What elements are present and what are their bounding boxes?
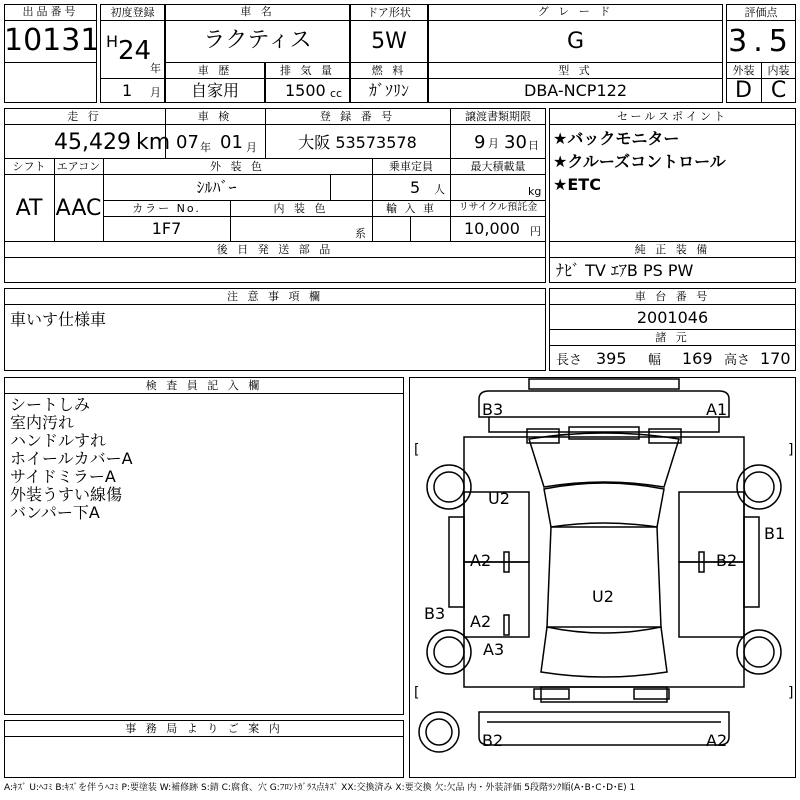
mark-u2-center: U2	[592, 587, 614, 606]
roof	[547, 527, 661, 627]
inspector-line-4: ホイールカバーA	[10, 449, 133, 468]
color-no-label: カラー No.	[132, 202, 201, 215]
recycle-unit: 円	[530, 225, 541, 238]
score: 3.5	[728, 24, 794, 59]
chassis-label: 車 台 番 号	[634, 290, 711, 303]
year-suffix: 年	[150, 62, 161, 75]
era: H	[106, 32, 119, 51]
bracket-r2: ]	[788, 685, 794, 701]
history: 自家用	[190, 81, 239, 100]
inspection-year: 07	[176, 132, 199, 153]
mark-a1: A1	[706, 400, 728, 419]
spare-wheel	[419, 712, 459, 752]
capacity-label: 乗車定員	[389, 160, 433, 173]
length-label: 長さ	[556, 353, 583, 368]
equipment: ﾅﾋﾞ TV ｴｱB PS PW	[556, 261, 694, 280]
capacity-unit: 人	[434, 183, 445, 196]
height-label: 高さ	[724, 353, 751, 368]
inspection-month: 01	[220, 132, 243, 153]
displacement: 1500	[285, 81, 326, 100]
displacement-unit: cc	[330, 87, 343, 100]
car-body-outline	[529, 379, 679, 389]
car-diagram	[409, 377, 796, 778]
transfer-day: 30	[504, 132, 527, 153]
ac-label: エアコン	[56, 160, 101, 173]
windshield	[544, 483, 664, 527]
interior-grade: C	[770, 78, 787, 103]
transfer-day-suffix: 日	[528, 139, 539, 152]
dims-label: 諸 元	[655, 331, 690, 344]
inspection-label: 車 検	[197, 110, 233, 123]
bracket-l2: [	[414, 685, 420, 701]
transfer-month: 9	[474, 132, 486, 153]
registration-number: 大阪 53573578	[298, 133, 417, 152]
history-label: 車 歴	[197, 64, 233, 77]
fuel: ｶﾞｿﾘﾝ	[368, 81, 409, 100]
sales-point-1: ★バックモニター	[553, 129, 680, 148]
inspector-line-7: バンパー下A	[10, 503, 100, 522]
recycle-deposit: 10,000	[464, 219, 520, 238]
length: 395	[596, 349, 627, 368]
sales-point-2: ★クルーズコントロール	[553, 152, 726, 171]
first-registration-label: 初度登録	[110, 6, 155, 19]
max-load-unit: kg	[528, 185, 542, 198]
width: 169	[682, 349, 713, 368]
car-name-label: 車 名	[240, 5, 275, 18]
later-parts-label: 後 日 発 送 部 品	[216, 243, 334, 256]
mark-b3-top: B3	[482, 400, 504, 419]
model-code: DBA-NCP122	[524, 81, 627, 100]
width-label: 幅	[648, 353, 662, 368]
inspector-line-6: 外装うすい線傷	[10, 485, 123, 504]
mark-a2-left-lower: A2	[470, 612, 492, 631]
lot-number: 10131	[4, 23, 100, 58]
exterior-grade: D	[735, 78, 752, 103]
recycle-label: リサイクル預託金	[458, 202, 538, 213]
inspector-line-3: ハンドルすれ	[10, 431, 107, 450]
chassis-number: 2001046	[636, 308, 709, 327]
first-reg-month: 1	[122, 81, 133, 100]
notes-label: 注 意 事 項 欄	[227, 290, 323, 303]
sales-points-label: セールスポイント	[616, 110, 728, 123]
transfer-month-suffix: 月	[488, 137, 499, 150]
inspector-line-5: サイドミラーA	[10, 467, 116, 486]
legend: A:ｷｽﾞ U:ﾍｺﾐ B:ｷｽﾞを伴うﾍｺﾐ P:要塗装 W:補修跡 S:錆 C:腐食、穴 G:ﾌﾛﾝﾄｶﾞﾗｽ点ｷｽﾞ XX:交換済み X:要交換 欠:欠品 内・外装評価 5段階ﾗﾝｸ順(A･B･C･D･E) 1	[4, 783, 636, 793]
color-no: 1F7	[151, 219, 182, 238]
mark-b2-right: B2	[716, 551, 738, 570]
mark-a2-bottom: A2	[706, 731, 728, 750]
transfer-deadline-label: 譲渡書類期限	[465, 110, 531, 123]
mileage-label: 走 行	[67, 110, 102, 123]
mark-b3-left: B3	[424, 604, 446, 623]
mark-a3: A3	[483, 640, 505, 659]
mark-u2-left: U2	[488, 489, 510, 508]
max-load-label: 最大積載量	[470, 160, 526, 173]
fuel-label: 燃 料	[371, 64, 407, 77]
interior-label: 内装	[767, 64, 790, 77]
ext-color: ｼﾙﾊﾞｰ	[196, 178, 237, 197]
lot-number-label: 出品番号	[22, 5, 79, 18]
grade: G	[566, 29, 585, 54]
capacity: 5	[410, 178, 421, 197]
front-bumper	[479, 391, 729, 417]
grade-label: グ レ ー ド	[537, 5, 614, 18]
bracket-r1: ]	[788, 442, 794, 458]
exterior-label: 外装	[732, 64, 755, 77]
equipment-label: 純 正 装 備	[634, 243, 711, 256]
registration-label: 登 録 番 号	[319, 110, 396, 123]
mark-b2-bottom: B2	[482, 731, 504, 750]
import-label: 輸 入 車	[386, 202, 436, 215]
model-code-label: 型 式	[558, 64, 593, 77]
inspection-month-suffix: 月	[246, 141, 257, 154]
mileage: 45,429	[54, 130, 131, 155]
door-type: 5W	[371, 29, 407, 54]
int-color-unit: 系	[355, 227, 366, 240]
mark-b1: B1	[764, 524, 786, 543]
office-label: 事 務 局 よ り ご 案 内	[125, 722, 283, 735]
month-suffix: 月	[150, 86, 161, 99]
door-label: ドア形状	[367, 6, 411, 19]
inspector-label: 検 査 員 記 入 欄	[145, 379, 263, 392]
right-rear-door	[679, 562, 744, 637]
bracket-l1: [	[414, 442, 420, 458]
shift: AT	[15, 196, 43, 221]
score-label: 評価点	[744, 6, 778, 19]
rear-bumper	[479, 712, 729, 745]
inspector-line-1: シートしみ	[10, 395, 91, 414]
notes: 車いす仕様車	[10, 310, 107, 329]
mileage-unit: km	[136, 130, 171, 155]
mark-a2-left-upper: A2	[470, 551, 492, 570]
first-reg-year: 24	[118, 36, 152, 66]
shift-label: シフト	[12, 160, 46, 173]
height: 170	[760, 349, 791, 368]
hood	[529, 433, 679, 487]
ext-color-label: 外 装 色	[210, 160, 265, 173]
car-name: ラクティス	[203, 28, 312, 53]
int-color-label: 内 装 色	[273, 202, 329, 215]
ac: AAC	[55, 196, 102, 221]
inspection-year-suffix: 年	[200, 141, 211, 154]
displacement-label: 排 気 量	[280, 64, 335, 77]
inspector-line-2: 室内汚れ	[10, 413, 75, 432]
sales-point-3: ★ETC	[553, 175, 601, 194]
